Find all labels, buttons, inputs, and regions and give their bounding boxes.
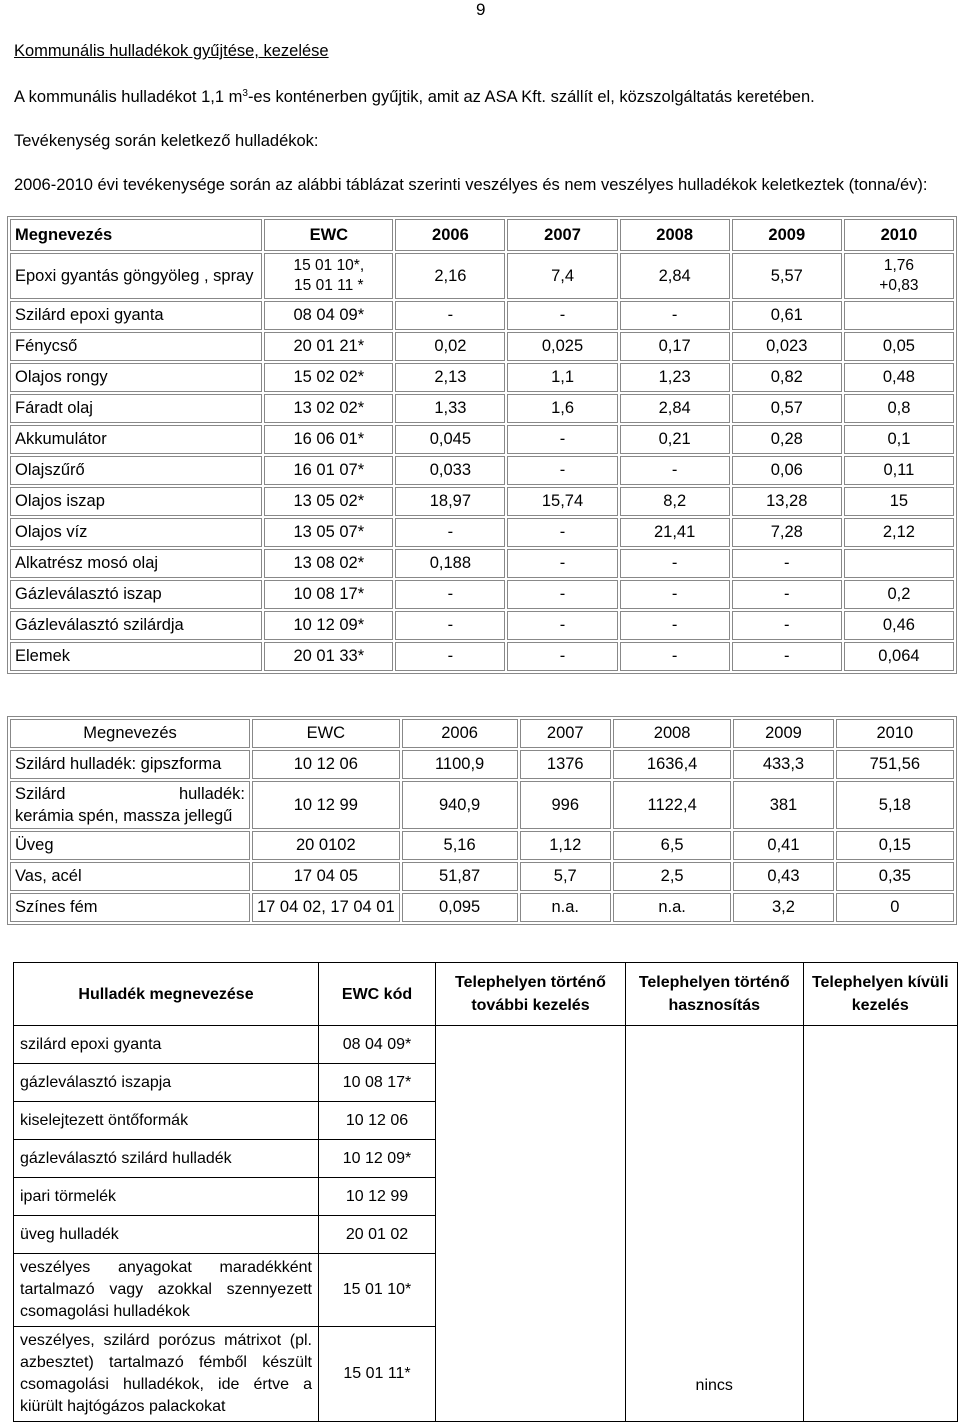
table-row — [10, 332, 954, 361]
table-cell: 1100,9 — [402, 750, 518, 779]
table-cell: 10 12 99 — [319, 1178, 436, 1216]
table-header-row — [10, 719, 954, 748]
header-cell: Telephelyen történő hasznosítás — [625, 963, 803, 1026]
table-cell: 10 12 06 — [319, 1102, 436, 1140]
header-cell: 2006 — [395, 219, 505, 251]
table-cell: Fáradt olaj — [10, 394, 262, 423]
table-cell: 15 01 10*, 15 01 11 * — [264, 253, 393, 299]
table-cell: 15,74 — [507, 487, 617, 516]
table-cell: 0 — [836, 893, 954, 922]
table-cell: 51,87 — [402, 862, 518, 891]
merged-cell — [625, 1026, 803, 1422]
table-cell: 17 04 05 — [252, 862, 400, 891]
table-cell: - — [620, 611, 730, 640]
paragraph-communal-waste: A kommunális hulladékot 1,1 $m^3-es$ konténerben gyűjtik, amit az ASA Kft. szállít el, közszolgáltatás keretében. — [14, 88, 815, 106]
table-cell: 15 — [844, 487, 954, 516]
table-cell: 20 01 21* — [264, 332, 393, 361]
table-row — [10, 862, 954, 891]
table-cell — [844, 549, 954, 578]
table-cell: Olajos iszap — [10, 487, 262, 516]
table-cell: 2,16 — [395, 253, 505, 299]
header-cell: Hulladék megnevezése — [14, 963, 319, 1026]
table-cell: 0,8 — [844, 394, 954, 423]
table-cell: 1122,4 — [613, 781, 731, 829]
table-cell: - — [507, 425, 617, 454]
header-cell: 2007 — [520, 719, 611, 748]
table-row — [10, 363, 954, 392]
header-cell: EWC — [252, 719, 400, 748]
page-number: 9 — [476, 0, 486, 19]
table-cell: - — [395, 301, 505, 330]
table-cell: 20 01 33* — [264, 642, 393, 671]
table-cell: 0,2 — [844, 580, 954, 609]
table-cell: n.a. — [520, 893, 611, 922]
table-cell: - — [507, 456, 617, 485]
table-row — [10, 425, 954, 454]
table-cell: - — [395, 642, 505, 671]
table-cell: 0,57 — [732, 394, 842, 423]
table-cell: Vas, acél — [10, 862, 250, 891]
table-header-row — [10, 219, 954, 251]
table-cell: 17 04 02, 17 04 01 — [252, 893, 400, 922]
table-row — [10, 611, 954, 640]
table-cell: 2,84 — [620, 253, 730, 299]
table-row — [10, 750, 954, 779]
header-cell: 2008 — [620, 219, 730, 251]
section-heading: Kommunális hulladékok gyűjtése, kezelése — [14, 42, 329, 60]
header-cell: 2009 — [732, 219, 842, 251]
table-cell: Elemek — [10, 642, 262, 671]
table-cell: gázleválasztó iszapja — [14, 1064, 319, 1102]
table-cell: 0,06 — [732, 456, 842, 485]
table-cell: - — [620, 456, 730, 485]
table-cell: gázleválasztó szilárd hulladék — [14, 1140, 319, 1178]
waste-treatment-table — [13, 962, 958, 1422]
table-cell: 16 06 01* — [264, 425, 393, 454]
table-cell: 1,1 — [507, 363, 617, 392]
table-cell: 0,188 — [395, 549, 505, 578]
table-cell: - — [507, 549, 617, 578]
table-cell: 16 01 07* — [264, 456, 393, 485]
table-cell: 1,6 — [507, 394, 617, 423]
table-cell: 0,35 — [836, 862, 954, 891]
table-cell: 0,61 — [732, 301, 842, 330]
table-cell: - — [395, 580, 505, 609]
table-cell: Szilárd hulladék: gipszforma — [10, 750, 250, 779]
header-cell: EWC kód — [319, 963, 436, 1026]
table-cell: 0,05 — [844, 332, 954, 361]
table-cell: 10 08 17* — [264, 580, 393, 609]
table-cell: 0,48 — [844, 363, 954, 392]
table-cell: Akkumulátor — [10, 425, 262, 454]
table-row — [10, 549, 954, 578]
table-cell: Epoxi gyantás göngyöleg , spray — [10, 253, 262, 299]
table-cell: 2,12 — [844, 518, 954, 547]
table-cell: 1,33 — [395, 394, 505, 423]
merged-value: nincs — [695, 1377, 733, 1394]
table-cell: 13,28 — [732, 487, 842, 516]
table-cell: 5,16 — [402, 831, 518, 860]
table-row — [10, 487, 954, 516]
table-cell: üveg hulladék — [14, 1216, 319, 1254]
table-cell: - — [732, 549, 842, 578]
table-cell: 6,5 — [613, 831, 731, 860]
table-cell: 2,84 — [620, 394, 730, 423]
table-cell: veszélyes, szilárd porózus mátrixot (pl. azbesztet) tartalmazó fémből készült csomagolási hulladékok, ide értve a kiürült hajtógázos palackokat — [14, 1327, 319, 1422]
header-cell: Telephelyen történő további kezelés — [436, 963, 626, 1026]
table-cell: 10 12 99 — [252, 781, 400, 829]
table-row — [10, 642, 954, 671]
table-cell: Olajos rongy — [10, 363, 262, 392]
empty-cell — [803, 1026, 957, 1422]
table-row — [10, 831, 954, 860]
table-cell: szilárd epoxi gyanta — [14, 1026, 319, 1064]
table-cell: 3,2 — [733, 893, 833, 922]
table-header-row — [14, 963, 958, 1026]
table-cell: 0,1 — [844, 425, 954, 454]
table-cell: 13 05 07* — [264, 518, 393, 547]
table-cell: 10 12 06 — [252, 750, 400, 779]
table-row — [14, 1026, 958, 1064]
table-cell: - — [620, 301, 730, 330]
table-cell: 21,41 — [620, 518, 730, 547]
hazardous-waste-table — [7, 216, 957, 674]
table-cell: 0,15 — [836, 831, 954, 860]
table-cell: 1636,4 — [613, 750, 731, 779]
table-cell: 7,28 — [732, 518, 842, 547]
header-cell: 2009 — [733, 719, 833, 748]
table-cell: 20 0102 — [252, 831, 400, 860]
table-cell: 7,4 — [507, 253, 617, 299]
table-cell: Szilárd epoxi gyanta — [10, 301, 262, 330]
header-cell: Telephelyen kívüli kezelés — [803, 963, 957, 1026]
header-cell: EWC — [264, 219, 393, 251]
table-row — [10, 893, 954, 922]
table-cell: Szilárd hulladék: kerámia spén, massza jellegű — [10, 781, 250, 829]
table-cell: 0,82 — [732, 363, 842, 392]
table-cell: - — [507, 580, 617, 609]
header-cell: 2010 — [836, 719, 954, 748]
table-cell: 20 01 02 — [319, 1216, 436, 1254]
table-cell: Olajszűrő — [10, 456, 262, 485]
table-cell: - — [620, 549, 730, 578]
table-cell: n.a. — [613, 893, 731, 922]
table-cell: 13 08 02* — [264, 549, 393, 578]
table-row — [10, 518, 954, 547]
table-cell: Gázleválasztó szilárdja — [10, 611, 262, 640]
table-cell: - — [507, 611, 617, 640]
empty-cell — [436, 1026, 626, 1422]
table-cell: 0,28 — [732, 425, 842, 454]
table-row — [10, 456, 954, 485]
table-cell: 15 02 02* — [264, 363, 393, 392]
table-cell: 0,02 — [395, 332, 505, 361]
table-cell: Fénycső — [10, 332, 262, 361]
table-cell: 940,9 — [402, 781, 518, 829]
table-cell: 08 04 09* — [319, 1026, 436, 1064]
table-cell: 13 05 02* — [264, 487, 393, 516]
table-cell: - — [732, 611, 842, 640]
table-cell: - — [507, 642, 617, 671]
table-cell: Olajos víz — [10, 518, 262, 547]
table-cell: 0,21 — [620, 425, 730, 454]
table-cell: veszélyes anyagokat maradékként tartalmazó vagy azokkal szennyezett csomagolási hulladékok — [14, 1254, 319, 1327]
table-cell: 8,2 — [620, 487, 730, 516]
table-cell: 0,023 — [732, 332, 842, 361]
table-cell: - — [395, 518, 505, 547]
table-cell: - — [620, 642, 730, 671]
table-cell: - — [732, 580, 842, 609]
table-cell: Gázleválasztó iszap — [10, 580, 262, 609]
table-cell: 0,095 — [402, 893, 518, 922]
table-cell: 0,43 — [733, 862, 833, 891]
table-cell: - — [507, 518, 617, 547]
table-row — [10, 253, 954, 299]
table-cell: 2,13 — [395, 363, 505, 392]
table-cell: 0,11 — [844, 456, 954, 485]
table-cell: - — [507, 301, 617, 330]
table-cell: Üveg — [10, 831, 250, 860]
table-cell: 0,064 — [844, 642, 954, 671]
table-cell: 0,025 — [507, 332, 617, 361]
table-row — [10, 781, 954, 829]
table-cell: 10 08 17* — [319, 1064, 436, 1102]
table-row — [10, 580, 954, 609]
table-cell: Alkatrész mosó olaj — [10, 549, 262, 578]
table-cell: 381 — [733, 781, 833, 829]
table-cell: 15 01 11* — [319, 1327, 436, 1422]
paragraph-table-intro: 2006-2010 évi tevékenysége során az alábbi táblázat szerinti veszélyes és nem veszélyes hulladékok keletkeztek (tonna/év): — [14, 176, 928, 194]
paragraph-waste-intro: Tevékenység során keletkező hulladékok: — [14, 132, 319, 150]
header-cell: Megnevezés — [10, 219, 262, 251]
table-cell: 15 01 10* — [319, 1254, 436, 1327]
table-cell: 10 12 09* — [264, 611, 393, 640]
table-cell: 10 12 09* — [319, 1140, 436, 1178]
table-cell: 5,18 — [836, 781, 954, 829]
table-cell: 1,76 +0,83 — [844, 253, 954, 299]
table-cell: 751,56 — [836, 750, 954, 779]
header-cell: 2007 — [507, 219, 617, 251]
table-cell: 0,033 — [395, 456, 505, 485]
non-hazardous-waste-table — [7, 716, 957, 925]
table-cell: - — [732, 642, 842, 671]
table-row — [10, 394, 954, 423]
table-cell: 1,12 — [520, 831, 611, 860]
table-cell: 1376 — [520, 750, 611, 779]
table-row — [10, 301, 954, 330]
table-cell: 08 04 09* — [264, 301, 393, 330]
table-cell: 13 02 02* — [264, 394, 393, 423]
table-cell: 0,41 — [733, 831, 833, 860]
table-cell: 18,97 — [395, 487, 505, 516]
table-cell: - — [395, 611, 505, 640]
table-cell: 0,17 — [620, 332, 730, 361]
header-cell: Megnevezés — [10, 719, 250, 748]
table-cell: 5,7 — [520, 862, 611, 891]
table-cell: - — [620, 580, 730, 609]
table-cell: 433,3 — [733, 750, 833, 779]
table-cell: kiselejtezett öntőformák — [14, 1102, 319, 1140]
table-cell: 5,57 — [732, 253, 842, 299]
table-cell: 996 — [520, 781, 611, 829]
header-cell: 2006 — [402, 719, 518, 748]
table-cell — [844, 301, 954, 330]
table-cell: 1,23 — [620, 363, 730, 392]
table-cell: Színes fém — [10, 893, 250, 922]
table-cell: 2,5 — [613, 862, 731, 891]
header-cell: 2010 — [844, 219, 954, 251]
table-cell: 0,46 — [844, 611, 954, 640]
table-cell: ipari törmelék — [14, 1178, 319, 1216]
header-cell: 2008 — [613, 719, 731, 748]
table-cell: 0,045 — [395, 425, 505, 454]
